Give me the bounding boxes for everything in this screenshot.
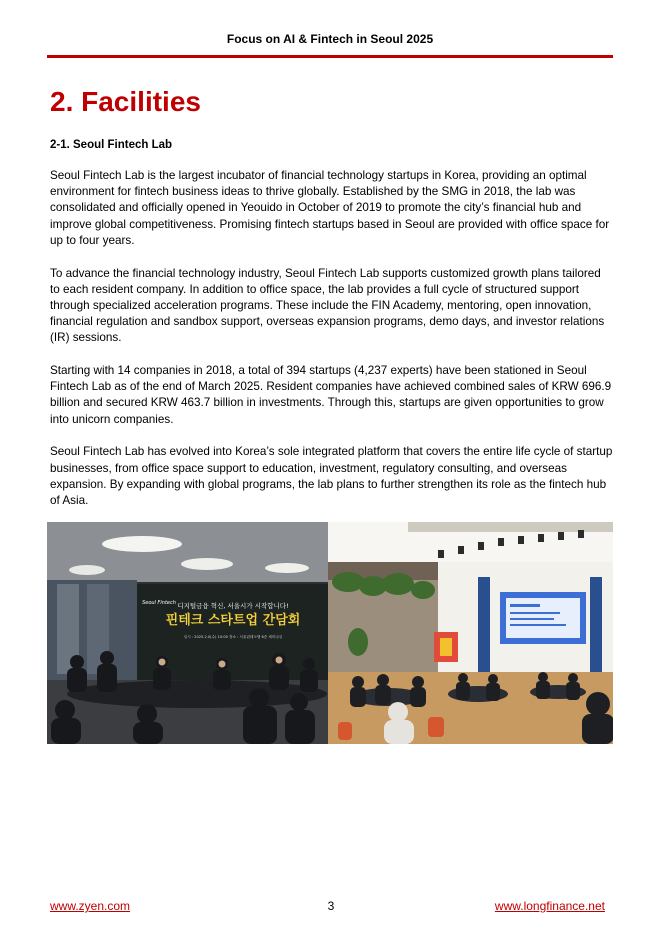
hall-photo (328, 522, 613, 744)
banner-logo: Seoul Fintech (142, 600, 176, 606)
body-text (50, 168, 613, 526)
banner-title: 핀테크 스타트업 간담회 (165, 613, 301, 628)
meeting-photo (47, 522, 328, 744)
longfinance-link[interactable]: www.longfinance.net (494, 899, 605, 913)
paragraph: Starting with 14 companies in 2018, a total of 394 startups (4,237 experts) have been stationed in Seoul Fintech Lab as of the end of March 2025. Resident companies have achieved combined sales of KRW 696.9 billion and secured KRW 463.7 billion in investments. Through this, startups are given opportunities to grow into unicorn companies. (50, 364, 612, 426)
photo-strip (47, 522, 613, 744)
banner-details: 일시 : 2025.2.0(수) 10:00 장소 : 서울핀테크랩 6층 세미나실 (183, 635, 283, 639)
meeting-photo-illustration (47, 522, 328, 744)
paragraph: Seoul Fintech Lab has evolved into Korea’s sole integrated platform that covers the entire life cycle of startup businesses, from office space support to education, investment, regulatory consulting, and overseas expansion. By expanding with global programs, the lab plans to further strengthen its role as the fintech hub of Asia. (50, 445, 613, 507)
page-number: 3 (327, 899, 335, 913)
section-title: 2. Facilities (50, 86, 201, 117)
running-header: Focus on AI & Fintech in Seoul 2025 (226, 32, 434, 46)
header-rule (47, 55, 613, 58)
zyen-link[interactable]: www.zyen.com (50, 899, 131, 913)
paragraph: To advance the financial technology industry, Seoul Fintech Lab supports customized growth plans tailored to each resident company. In addition to office space, the lab provides a full cycle of structured support through specialized acceleration programs. These include the FIN Academy, mentoring, open innovation, financial regulation and sandbox support, overseas expansion programs, demo days, and investor relations (IR) sessions. (50, 266, 605, 345)
hall-photo-illustration (328, 522, 613, 744)
paragraph: Seoul Fintech Lab is the largest incubator of financial technology startups in Korea, providing an optimal environment for fintech business ideas to thrive globally. Established by the SMG in 2018, the lab was consolidated and officially opened in Yeouido in October of 2019 to promote the city’s financial hub and improve global competitiveness. Promising fintech startups based in Seoul are provided with office space for up to four years. (50, 169, 610, 247)
subsection-title: 2-1. Seoul Fintech Lab (50, 139, 173, 151)
banner-subtitle: 디지털금융 혁신, 서울시가 시작합니다! (177, 602, 289, 610)
